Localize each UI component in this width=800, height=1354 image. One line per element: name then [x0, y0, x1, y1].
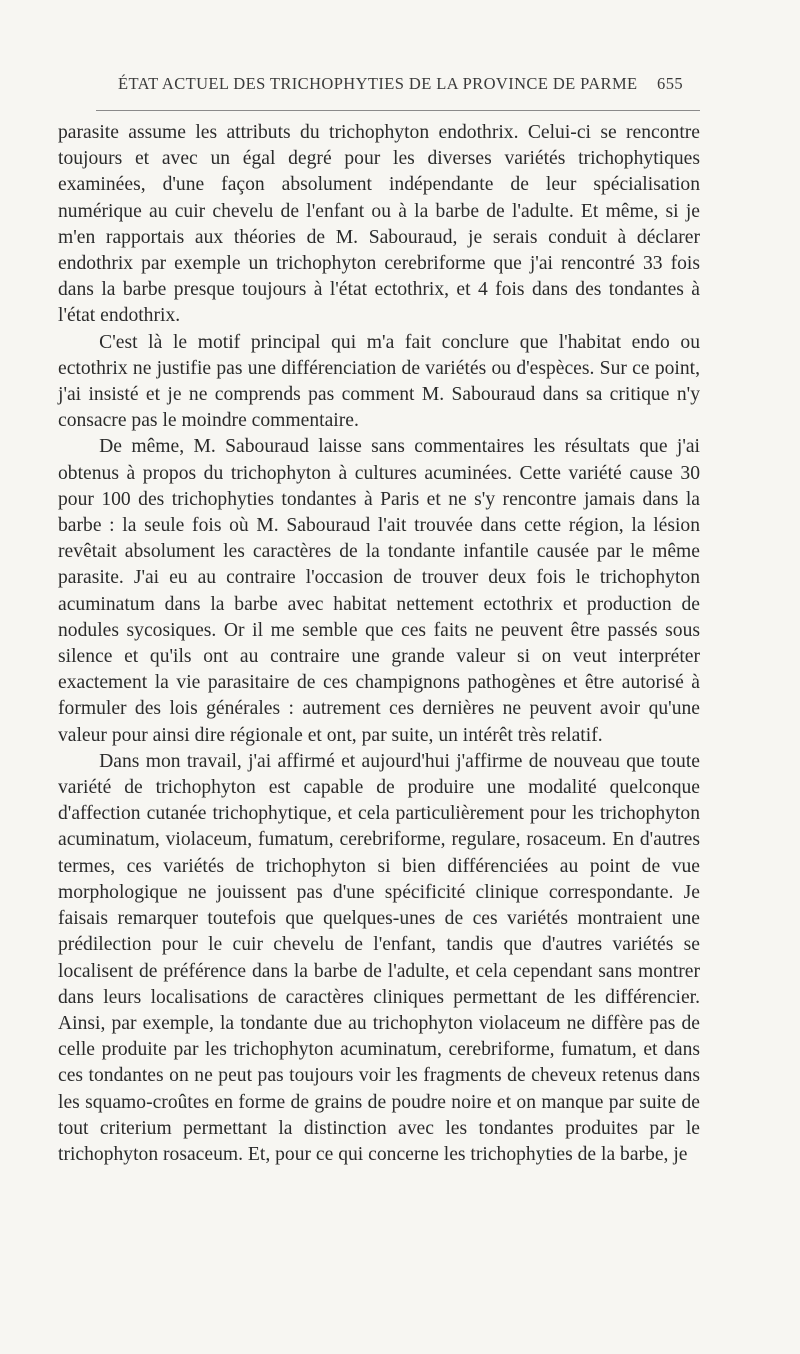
running-head [118, 74, 683, 94]
paragraph: parasite assume les attributs du trichophyton endothrix. Celui-ci se rencontre toujours et avec un égal degré pour les diverses variétés trichophytiques examinées, d'une façon absolument indépendante de leur spécialisation numérique au cuir chevelu de l'enfant ou à la barbe de l'adulte. Et même, si je m'en rapportais aux théories de M. Sabouraud, je serais conduit à déclarer endothrix par exemple un trichophyton cerebriforme que j'ai rencontré 33 fois dans la barbe presque toujours à l'état ectothrix, et 4 fois dans des tondantes à l'état endothrix. [58, 122, 700, 327]
paragraph: De même, M. Sabouraud laisse sans commentaires les résultats que j'ai obtenus à propos du trichophyton à cultures acuminées. Cette variété cause 30 pour 100 des trichophyties tondantes à Paris et ne s'y rencontre jamais dans la barbe : la seule fois où M. Sabouraud l'ait trouvée dans cette région, la lésion revêtait absolument les caractères de la tondante infantile causée par le même parasite. J'ai eu au contraire l'occasion de trouver deux fois le trichophyton acuminatum dans la barbe avec habitat nettement ectothrix et production de nodules sycosiques. Or il me semble que ces faits ne peuvent être passés sous silence et qu'ils ont au contraire une grande valeur si on veut interpréter exactement la vie parasitaire de ces champignons pathogènes et être autorisé à formuler des lois générales : autrement ces dernières ne peuvent avoir qu'une valeur pour ainsi dire régionale et ont, par suite, un intérêt très relatif. [58, 436, 700, 746]
header-rule [96, 110, 700, 111]
page-number: 655 [657, 74, 683, 93]
body-text [58, 120, 700, 1168]
paragraph: C'est là le motif principal qui m'a fait conclure que l'habitat endo ou ectothrix ne justifie pas une différenciation de variétés ou d'espèces. Sur ce point, j'ai insisté et je ne comprends pas comment M. Sabouraud dans sa critique n'y consacre pas le moindre commentaire. [58, 331, 700, 432]
paragraph: Dans mon travail, j'ai affirmé et aujourd'hui j'affirme de nouveau que toute variété de trichophyton est capable de produire une modalité quelconque d'affection cutanée trichophytique, et cela particulièrement pour les trichophyton acuminatum, violaceum, fumatum, cerebriforme, regulare, rosaceum. En d'autres termes, ces variétés de trichophyton si bien différenciées au point de vue morphologique ne jouissent pas d'une spécificité clinique correspondante. Je faisais remarquer toutefois que quelques-unes de ces variétés montraient une prédilection pour le cuir chevelu de l'enfant, tandis que d'autres variétés se localisent de préférence dans la barbe de l'adulte, et cela cependant sans montrer dans leurs localisations de caractères cliniques permettant de les différencier. Ainsi, par exemple, la tondante due au trichophyton violaceum ne diffère pas de celle produite par les trichophyton acuminatum, cerebriforme, fumatum, et dans ces tondantes on ne peut pas toujours voir les fragments de cheveux retenus dans les squamo-croûtes en forme de grains de poudre noire et on manque par suite de tout criterium permettant la distinction avec les tondantes produites par le trichophyton rosaceum. Et, pour ce qui concerne les trichophyties de la barbe, je [58, 750, 700, 1165]
running-title: ÉTAT ACTUEL DES TRICHOPHYTIES DE LA PROVINCE DE PARME [118, 74, 638, 93]
